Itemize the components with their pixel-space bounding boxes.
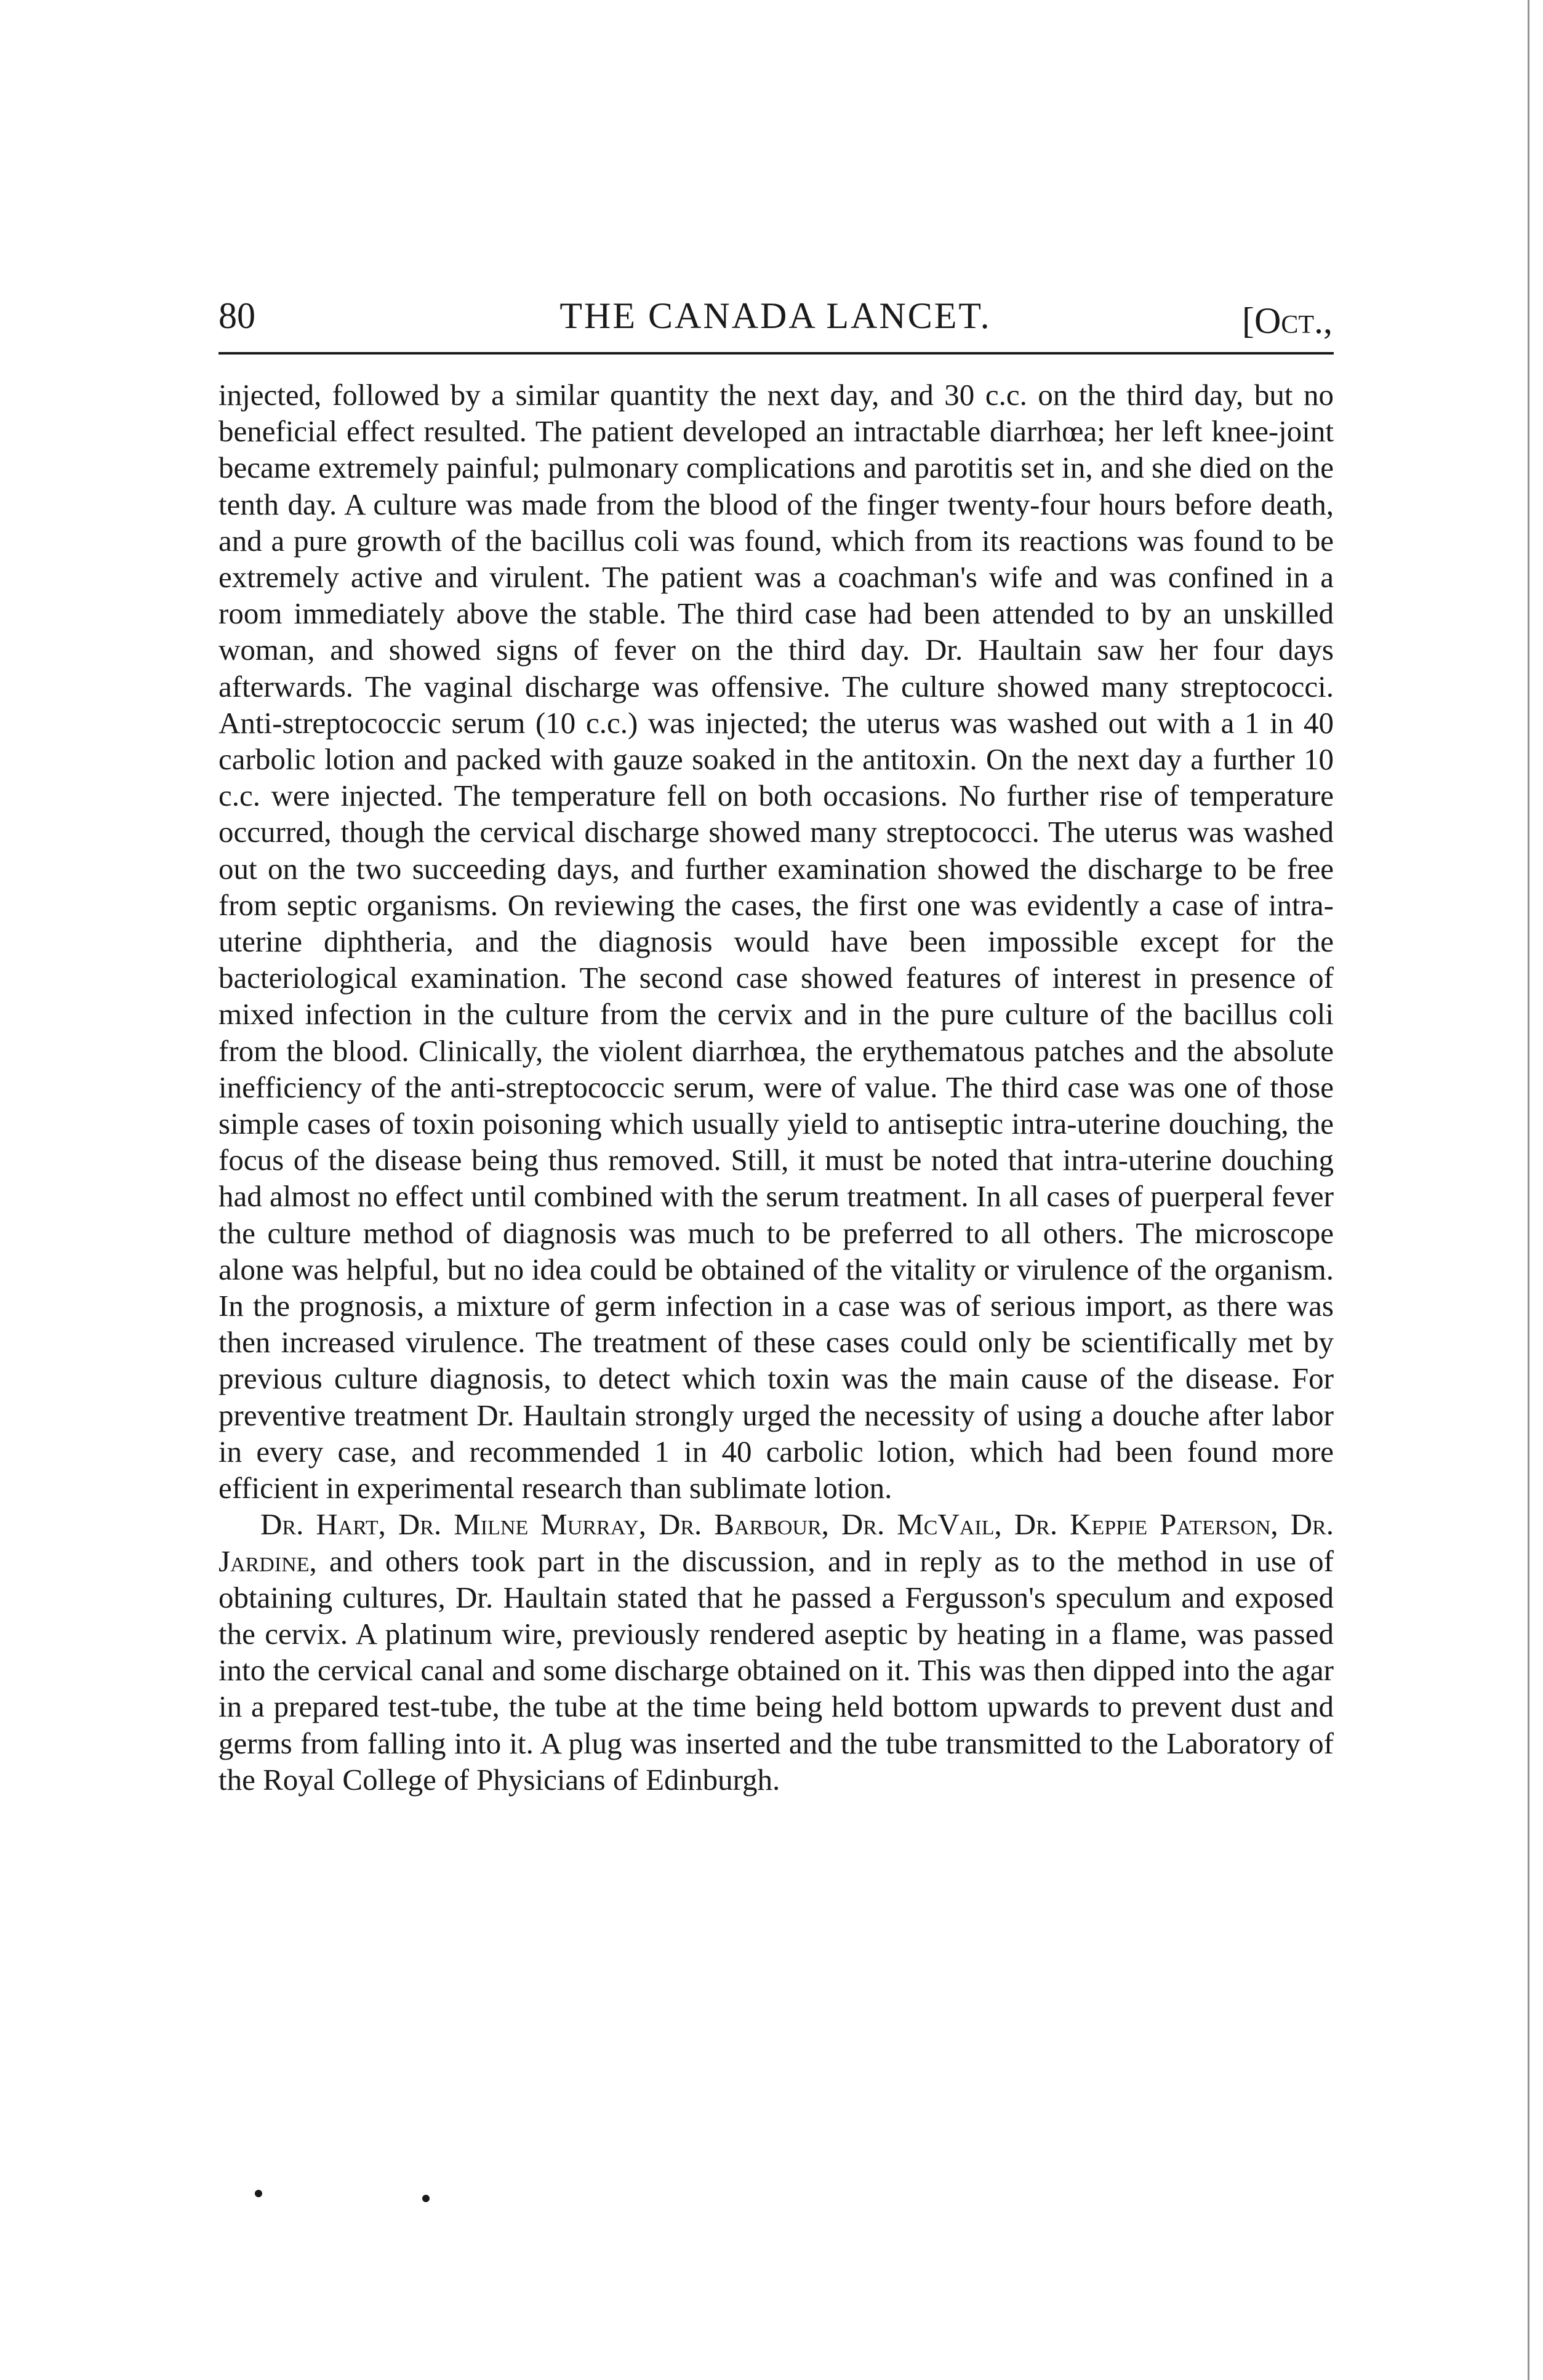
paragraph-discussion — [218, 1506, 1334, 1798]
issue-date: [Oct., — [1242, 300, 1333, 341]
journal-title: THE CANADA LANCET. — [559, 295, 992, 336]
ink-speck — [422, 2195, 430, 2202]
scan-edge-line — [1528, 0, 1529, 2380]
ink-speck — [255, 2190, 262, 2197]
article-body — [218, 377, 1334, 1798]
header-rule — [218, 352, 1334, 355]
discussion-participants: Dr. Hart, Dr. Milne Murray, Dr. Barbour, Dr. McVail, Dr. Keppie Paterson, Dr. Jardine, — [218, 1507, 1334, 1578]
running-header — [218, 288, 1333, 343]
discussion-text: and others took part in the discussion, and in reply as to the method in use of obtaining cultures, Dr. Haultain stated that he passed a Fergusson's speculum and exposed the cervix. A platinum wire, previously rendered aseptic by heating in a flame, was passed into the cervical canal and some discharge obtained on it. This was then dipped into the agar in a prepared test-tube, the tube at the time being held bottom upwards to prevent dust and germs from falling into it. A plug was inserted and the tube transmitted to the Laboratory of the Royal College of Physicians of Edinburgh. — [218, 1544, 1334, 1797]
paragraph-haultain-cases: injected, followed by a similar quantity the next day, and 30 c.c. on the third day, but no beneficial effect resulted. The patient developed an intractable diarrhœa; her left knee-joint became extremely painful; pulmonary complications and parotitis set in, and she died on the tenth day. A culture was made from the blood of the finger twenty-four hours before death, and a pure growth of the bacillus coli was found, which from its reactions was found to be extremely active and virulent. The patient was a coachman's wife and was confined in a room immediately above the stable. The third case had been attended to by an unskilled woman, and showed signs of fever on the third day. Dr. Haultain saw her four days afterwards. The vaginal discharge was offensive. The culture showed many streptococci. Anti-streptococcic serum (10 c.c.) was injected; the uterus was washed out with a 1 in 40 carbolic lotion and packed with gauze soaked in the antitoxin. On the next day a further 10 c.c. were injected. The temperature fell on both occasions. No further rise of temperature occurred, though the cervical discharge showed many streptococci. The uterus was washed out on the two succeeding days, and further examination showed the discharge to be free from septic organisms. On reviewing the cases, the first one was evidently a case of intra-uterine diphtheria, and the diagnosis would have been impossible except for the bacteriological examination. The second case showed features of interest in presence of mixed infection in the culture from the cervix and in the pure culture of the bacillus coli from the blood. Clinically, the violent diarrhœa, the erythematous patches and the absolute inefficiency of the anti-streptococcic serum, were of value. The third case was one of those simple cases of toxin poisoning which usually yield to antiseptic intra-uterine douching, the focus of the disease being thus removed. Still, it must be noted that intra-uterine douching had almost no effect until combined with the serum treatment. In all cases of puerperal fever the culture method of diagnosis was much to be preferred to all others. The microscope alone was helpful, but no idea could be obtained of the vitality or virulence of the organism. In the prognosis, a mixture of germ infection in a case was of serious import, as there was then increased virulence. The treatment of these cases could only be scientifically met by previous culture diagnosis, to detect which toxin was the main cause of the disease. For preventive treatment Dr. Haultain strongly urged the necessity of using a douche after labor in every case, and recommended 1 in 40 carbolic lotion, which had been found more efficient in experimental research than sublimate lotion. — [218, 378, 1334, 1505]
page-number: 80 — [218, 295, 255, 336]
